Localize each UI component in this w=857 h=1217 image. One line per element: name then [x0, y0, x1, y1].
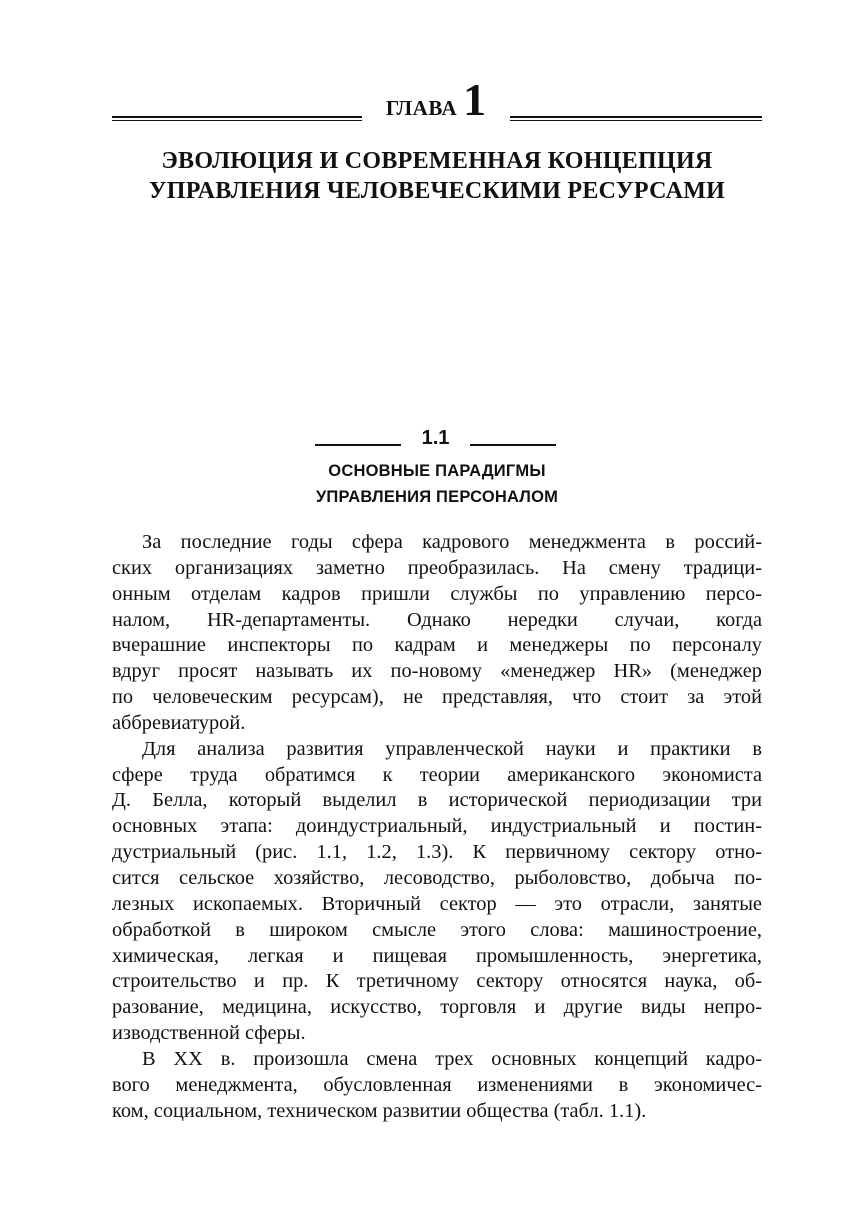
section-rule-right — [470, 444, 556, 446]
chapter-title — [112, 146, 762, 206]
text-line: В XX в. произошла смена трех основных концепций кадро- — [142, 1047, 762, 1070]
text-line: дустриальный (рис. 1.1, 1.2, 1.3). К первичному сектору отно- — [112, 841, 762, 864]
text-line: сфере труда обратимся к теории американского экономиста — [112, 763, 762, 786]
paragraph — [112, 1047, 762, 1125]
text-line: строительство и пр. К третичному сектору относятся наука, об- — [112, 970, 762, 993]
text-line: по человеческим ресурсам), не представляя, что стоит за этой — [112, 686, 762, 709]
chapter-word: ГЛАВА — [385, 96, 458, 120]
text-line: вдруг просят называть их по-новому «менеджер HR» (менеджер — [112, 660, 762, 683]
text-line: основных этапа: доиндустриальный, индустриальный и постин- — [112, 815, 762, 838]
section-title-line: УПРАВЛЕНИЯ ПЕРСОНАЛОМ — [315, 488, 559, 506]
paragraph — [112, 530, 762, 737]
text-line: ком, социальном, техническом развитии общества (табл. 1.1). — [112, 1099, 647, 1122]
chapter-rule-left — [112, 116, 362, 121]
chapter-title-line: УПРАВЛЕНИЯ ЧЕЛОВЕЧЕСКИМИ РЕСУРСАМИ — [148, 178, 726, 204]
text-line: сится сельское хозяйство, лесоводство, рыболовство, добыча по- — [112, 866, 762, 889]
section-title-line: ОСНОВНЫЕ ПАРАДИГМЫ — [328, 462, 546, 480]
text-line: изводственной сферы. — [112, 1022, 306, 1045]
paragraph — [112, 737, 762, 1047]
text-line: Д. Белла, который выделил в исторической периодизации три — [112, 789, 762, 812]
text-line: За последние годы сфера кадрового менеджмента в россий- — [142, 531, 762, 553]
section-header — [112, 424, 762, 452]
text-line: вого менеджмента, обусловленная изменениями в экономичес- — [112, 1073, 762, 1096]
section-title — [112, 458, 762, 510]
body-text — [112, 530, 762, 1124]
chapter-header — [112, 74, 762, 128]
section-rule-left — [315, 444, 401, 446]
text-line: ских организациях заметно преобразилась. На смену традици- — [112, 556, 762, 579]
text-line: разование, медицина, искусство, торговля и другие виды непро- — [112, 996, 762, 1019]
text-line: налом, HR-департаменты. Однако нередки случаи, когда — [112, 608, 762, 631]
text-line: обработкой в широком смысле этого слова: машиностроение, — [112, 918, 762, 941]
text-line: химическая, легкая и пищевая промышленность, энергетика, — [112, 944, 762, 967]
chapter-label — [362, 74, 510, 126]
text-line: Для анализа развития управленческой науки и практики в — [142, 737, 762, 760]
chapter-title-line: ЭВОЛЮЦИЯ И СОВРЕМЕННАЯ КОНЦЕПЦИЯ — [161, 148, 713, 174]
chapter-number: 1 — [463, 74, 487, 125]
text-line: лезных ископаемых. Вторичный сектор — это отрасли, занятые — [112, 892, 762, 915]
section-number: 1.1 — [421, 427, 450, 449]
chapter-rule-right — [510, 116, 762, 121]
text-line: онным отделам кадров пришли службы по управлению персо- — [112, 582, 762, 605]
text-line: аббревиатурой. — [112, 711, 246, 734]
text-line: вчерашние инспекторы по кадрам и менеджеры по персоналу — [112, 634, 762, 657]
